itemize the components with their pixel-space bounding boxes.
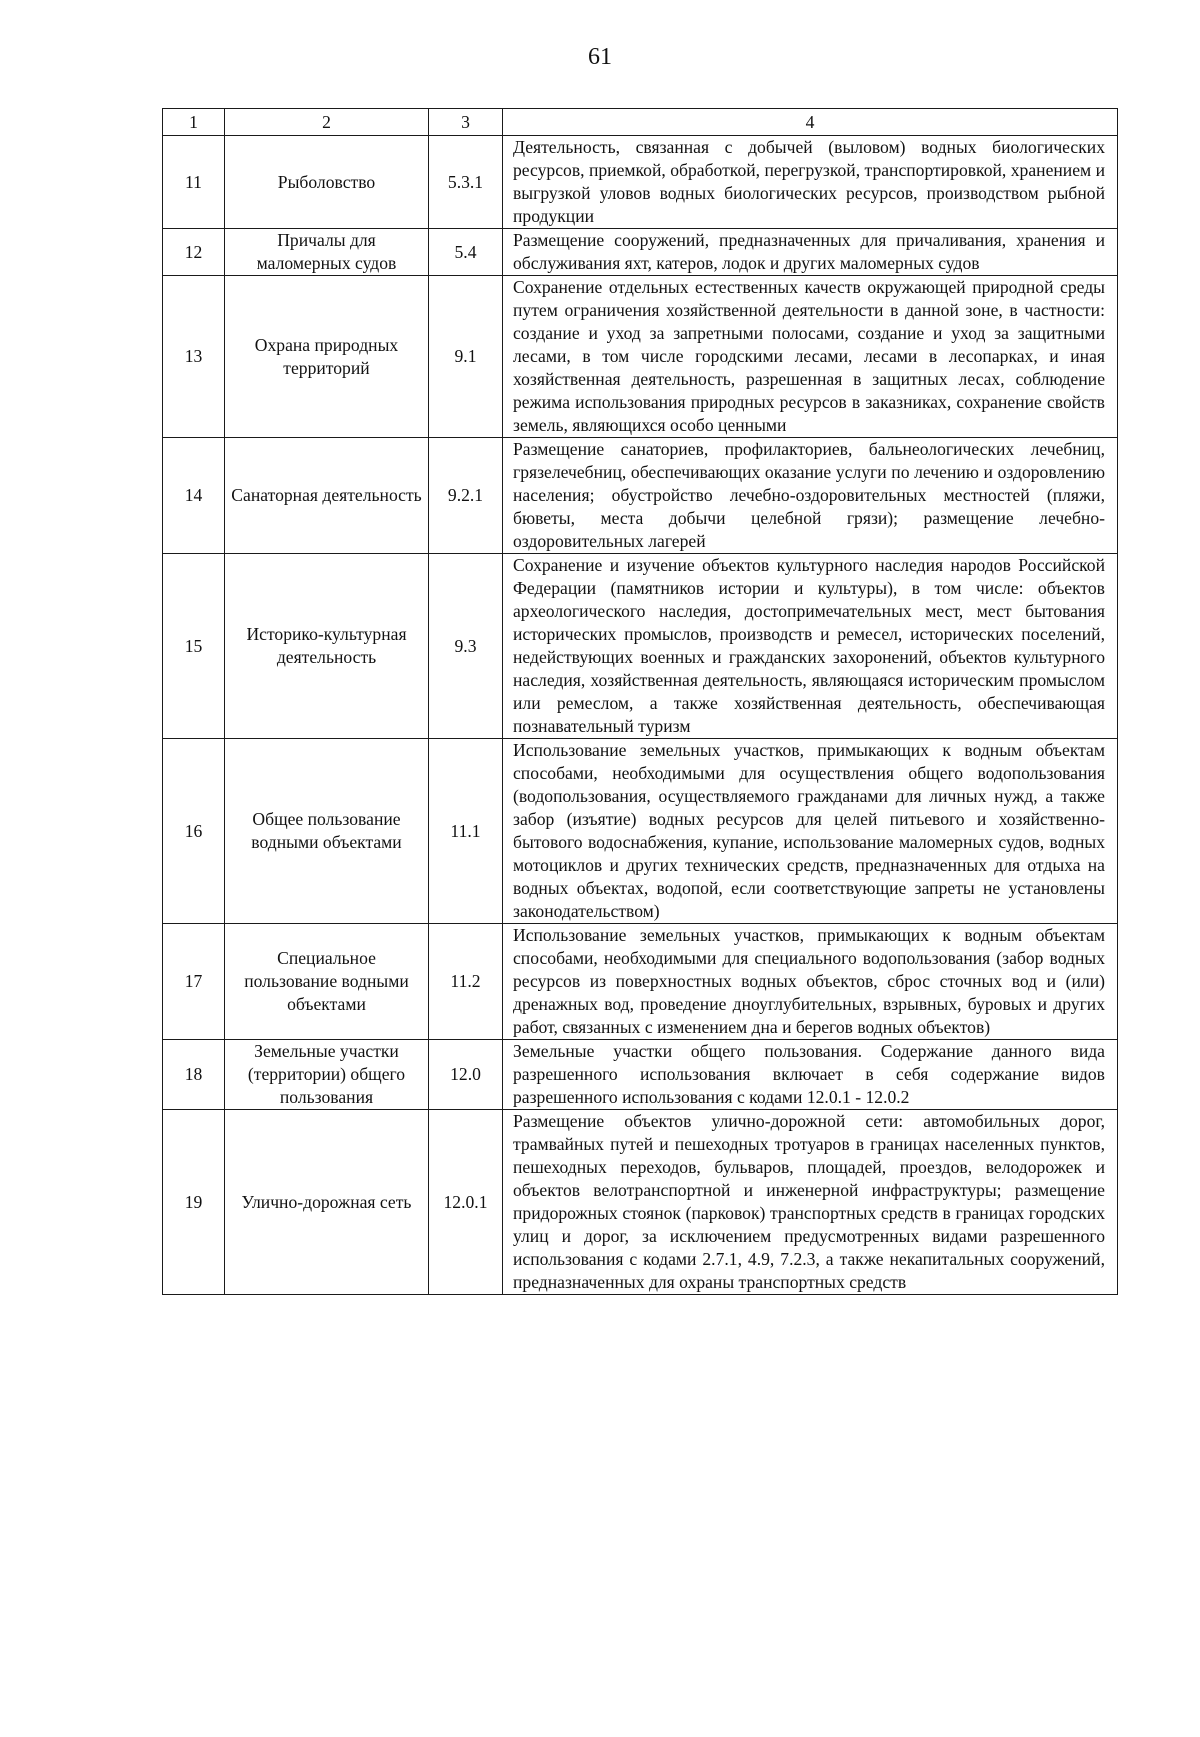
land-use-table (162, 108, 1118, 1295)
use-type-name: Охрана природных территорий (225, 276, 429, 438)
row-number: 15 (163, 554, 225, 739)
use-type-name: Историко-культурная деятельность (225, 554, 429, 739)
table-row (163, 1040, 1118, 1110)
row-number: 11 (163, 136, 225, 229)
use-type-code: 12.0 (429, 1040, 503, 1110)
use-type-description: Размещение санаториев, профилакториев, бальнеологических лечебниц, грязелечебниц, обеспечивающих оказание услуги по лечению и оздоровлению населения; обустройство лечебно-оздоровительных местностей (пляжи, бюветы, места добычи целебной грязи); размещение лечебно-оздоровительных лагерей (503, 438, 1118, 554)
use-type-name: Земельные участки (территории) общего пользования (225, 1040, 429, 1110)
table-row (163, 229, 1118, 276)
use-type-description: Использование земельных участков, примыкающих к водным объектам способами, необходимыми для специального водопользования (забор водных ресурсов из поверхностных водных объектов, сброс сточных вод и (или) дренажных вод, проведение дноуглубительных, взрывных, буровых и других работ, связанных с изменением дна и берегов водных объектов) (503, 924, 1118, 1040)
use-type-description: Размещение сооружений, предназначенных для причаливания, хранения и обслуживания яхт, катеров, лодок и других маломерных судов (503, 229, 1118, 276)
table-row (163, 438, 1118, 554)
use-type-name: Причалы для маломерных судов (225, 229, 429, 276)
table-row (163, 554, 1118, 739)
row-number: 12 (163, 229, 225, 276)
row-number: 13 (163, 276, 225, 438)
row-number: 16 (163, 739, 225, 924)
row-number: 14 (163, 438, 225, 554)
table-row (163, 924, 1118, 1040)
use-type-code: 5.4 (429, 229, 503, 276)
use-type-description: Использование земельных участков, примыкающих к водным объектам способами, необходимыми для осуществления общего водопользования (водопользования, осуществляемого гражданами для личных нужд, а также забор (изъятие) водных ресурсов для целей питьевого и хозяйственно-бытового водоснабжения, купание, использование маломерных судов, водных мотоциклов и других технических средств, предназначенных для отдыха на водных объектах, водопой, если соответствующие запреты не установлены законодательством) (503, 739, 1118, 924)
use-type-name: Рыболовство (225, 136, 429, 229)
use-type-code: 9.3 (429, 554, 503, 739)
use-type-name: Санаторная деятельность (225, 438, 429, 554)
table-row (163, 276, 1118, 438)
header-col-4: 4 (503, 109, 1118, 136)
table-row (163, 1110, 1118, 1295)
use-type-description: Размещение объектов улично-дорожной сети: автомобильных дорог, трамвайных путей и пешеходных тротуаров в границах населенных пунктов, пешеходных переходов, бульваров, площадей, проездов, велодорожек и объектов велотранспортной и инженерной инфраструктуры; размещение придорожных стоянок (парковок) транспортных средств в границах городских улиц и дорог, за исключением предусмотренных видами разрешенного использования с кодами 2.7.1, 4.9, 7.2.3, а также некапитальных сооружений, предназначенных для охраны транспортных средств (503, 1110, 1118, 1295)
use-type-name: Специальное пользование водными объектами (225, 924, 429, 1040)
use-type-description: Сохранение и изучение объектов культурного наследия народов Российской Федерации (памятников истории и культуры), в том числе: объектов археологического наследия, достопримечательных мест, мест бытования исторических промыслов, производств и ремесел, исторических поселений, недействующих военных и гражданских захоронений, объектов культурного наследия, хозяйственная деятельность, являющаяся историческим промыслом или ремеслом, а также хозяйственная деятельность, обеспечивающая познавательный туризм (503, 554, 1118, 739)
row-number: 17 (163, 924, 225, 1040)
header-col-3: 3 (429, 109, 503, 136)
table-row (163, 136, 1118, 229)
use-type-description: Земельные участки общего пользования. Содержание данного вида разрешенного использования включает в себя содержание видов разрешенного использования с кодами 12.0.1 - 12.0.2 (503, 1040, 1118, 1110)
use-type-name: Общее пользование водными объектами (225, 739, 429, 924)
row-number: 19 (163, 1110, 225, 1295)
use-type-code: 12.0.1 (429, 1110, 503, 1295)
use-type-code: 9.2.1 (429, 438, 503, 554)
row-number: 18 (163, 1040, 225, 1110)
use-type-name: Улично-дорожная сеть (225, 1110, 429, 1295)
use-type-code: 11.1 (429, 739, 503, 924)
header-col-1: 1 (163, 109, 225, 136)
header-col-2: 2 (225, 109, 429, 136)
use-type-description: Деятельность, связанная с добычей (выловом) водных биологических ресурсов, приемкой, обработкой, перегрузкой, транспортировкой, хранением и выгрузкой уловов водных биологических ресурсов, производством рыбной продукции (503, 136, 1118, 229)
use-type-description: Сохранение отдельных естественных качеств окружающей природной среды путем ограничения хозяйственной деятельности в данной зоне, в частности: создание и уход за запретными полосами, создание и уход за защитными лесами, в том числе городскими лесами, лесами в лесопарках, и иная хозяйственная деятельность, разрешенная в защитных лесах, соблюдение режима использования природных ресурсов в заказниках, сохранение свойств земель, являющихся особо ценными (503, 276, 1118, 438)
table-row (163, 739, 1118, 924)
page-number: 61 (588, 44, 612, 70)
use-type-code: 9.1 (429, 276, 503, 438)
use-type-code: 11.2 (429, 924, 503, 1040)
use-type-code: 5.3.1 (429, 136, 503, 229)
table-header-row (163, 109, 1118, 136)
